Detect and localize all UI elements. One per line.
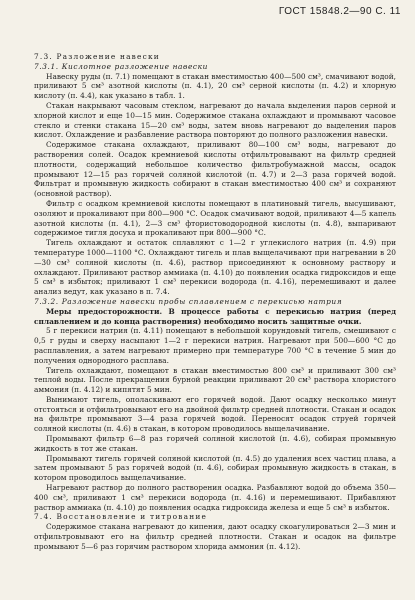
paragraph: 5 г перекиси натрия (п. 4.11) помещают в небольшой корундовый тигель, смешивают с 0,5 г руды и сверху насыпают 1—2 г перекиси натрия. Нагревают при 500—600 °С до расплавления, а затем нагревают примерно при температуре 700 °С в течение 5 мин до получения однородного расплава. xyxy=(34,326,396,365)
paragraph: Вынимают тигель, ополаскивают его горячей водой. Дают осадку несколько минут отстояться и отфильтровывают его на двойной фильтр средней плотности. Стакан и осадок на фильтре промывают 3—4 раза горячей водой. Переносят осадок струей горячей соляной кислоты (п. 4.6) в стакан, в котором проводилось выщелачивание. xyxy=(34,394,396,434)
paragraph: Навеску руды (п. 7.1) помещают в стакан вместимостью 400—500 см³, смачивают водой, приливают 5 см³ азотной кислоты (п. 4.1), 20 см³ серной кислоты (п. 4.2) и хлорную кислоту (п. 4.4), как указано в табл. 1. xyxy=(34,71,396,101)
subsection-heading: 7.3.2. Разложение навески пробы сплавлением с перекисью натрия xyxy=(34,296,343,306)
section-heading: 7.4. Восстановление и титрование xyxy=(34,512,208,522)
paragraph: Содержимое стакана нагревают до кипения, дают осадку скоагулироваться 2—3 мин и отфильтровывают его на фильтр средней плотности. Стакан и осадок на фильтре промывают 5—6 раз горячим раствором хлорида аммония (п. 4.12). xyxy=(34,522,396,551)
paragraph: Промывают тигель горячей соляной кислотой (п. 4.5) до удаления всех частиц плава, а затем промывают 5 раз горячей водой (п. 4.6), собирая промывную жидкость в стакан, в котором проводилось выщелачивание. xyxy=(34,453,396,483)
paragraph: Меры предосторожности. В процессе работы с перекисью натрия (перед сплавлением и до конца растворения) необходимо носить защитные очки. xyxy=(34,306,396,326)
paragraph: Промывают фильтр 6—8 раз горячей соляной кислотой (п. 4.6), собирая промывную жидкость в тот же стакан. xyxy=(34,434,396,453)
paragraph: Фильтр с осадком кремниевой кислоты помещают в платиновый тигель, высушивают, озоляют и прокаливают при 800—900 °С. Осадок смачивают водой, приливают 4—5 капель азотной кислоты (п. 4.1), 2—3 см³ фтористоводородной кислоты (п. 4.8), выпаривают содержимое тигля досуха и прокаливают при 800—900 °С. xyxy=(34,198,396,238)
paragraph: Тигель охлаждают и остаток сплавляют с 1—2 г углекислого натрия (п. 4.9) при температуре 1000—1100 °С. Охлаждают тигель и плав выщелачивают при нагревании в 20—30 см³ соляной кислоты (п. 4.6), раствор присоединяют к основному раствору и охлаждают. Приливают раствор аммиака (п. 4.10) до появления осадка гидроксидов и еще 5 см³ в избыток; приливают 1 см³ перекиси водорода (п. 4.16), перемешивают и далее анализ ведут, как указано в п. 7.4. xyxy=(34,238,396,297)
paragraph: Нагревают раствор до полного растворения осадка. Разбавляют водой до объема 350—400 см³, приливают 1 см³ перекиси водорода (п. 4.16) и перемешивают. Прибавляют раствор аммиака (п. 4.10) до появления осадка гидроксида железа и еще 5 см³ в избыток. xyxy=(34,483,396,512)
paragraph: Стакан накрывают часовым стеклом, нагревают до начала выделения паров серной и хлорной кислот и еще 10—15 мин. Содержимое стакана охлаждают и промывают часовое стекло и стенки стакана 15—20 см³ воды, затем вновь нагревают до выделения паров кислот. Охлаждение и разбавление раствора повторяют до полного разложения навески. xyxy=(34,100,396,140)
document-body xyxy=(34,52,396,552)
paragraph: Содержимое стакана охлаждают, приливают 80—100 см³ воды, нагревают до растворения солей. Осадок кремниевой кислоты отфильтровывают на фильтр средней плотности, содержащий небольшое количество фильтробумажной массы, осадок промывают 12—15 раз горячей соляной кислотой (п. 4.7) и 2—3 раза горячей водой. Фильтрат и промывную жидкость собирают в стакан вместимостью 400 см³ и сохраняют (основной раствор). xyxy=(34,140,396,199)
subsection-heading: 7.3.1. Кислотное разложение навески xyxy=(34,61,209,71)
paragraph: Тигель охлаждают, помещают в стакан вместимостью 800 см³ и приливают 300 см³ теплой воды. После прекращения бурной реакции приливают 20 см³ раствора хлористого аммония (п. 4.12) и кипятят 5 мин. xyxy=(34,365,396,395)
page-header: ГОСТ 15848.2—90 С. 11 xyxy=(278,6,401,17)
section-heading: 7.3. Разложение навески xyxy=(34,52,160,61)
